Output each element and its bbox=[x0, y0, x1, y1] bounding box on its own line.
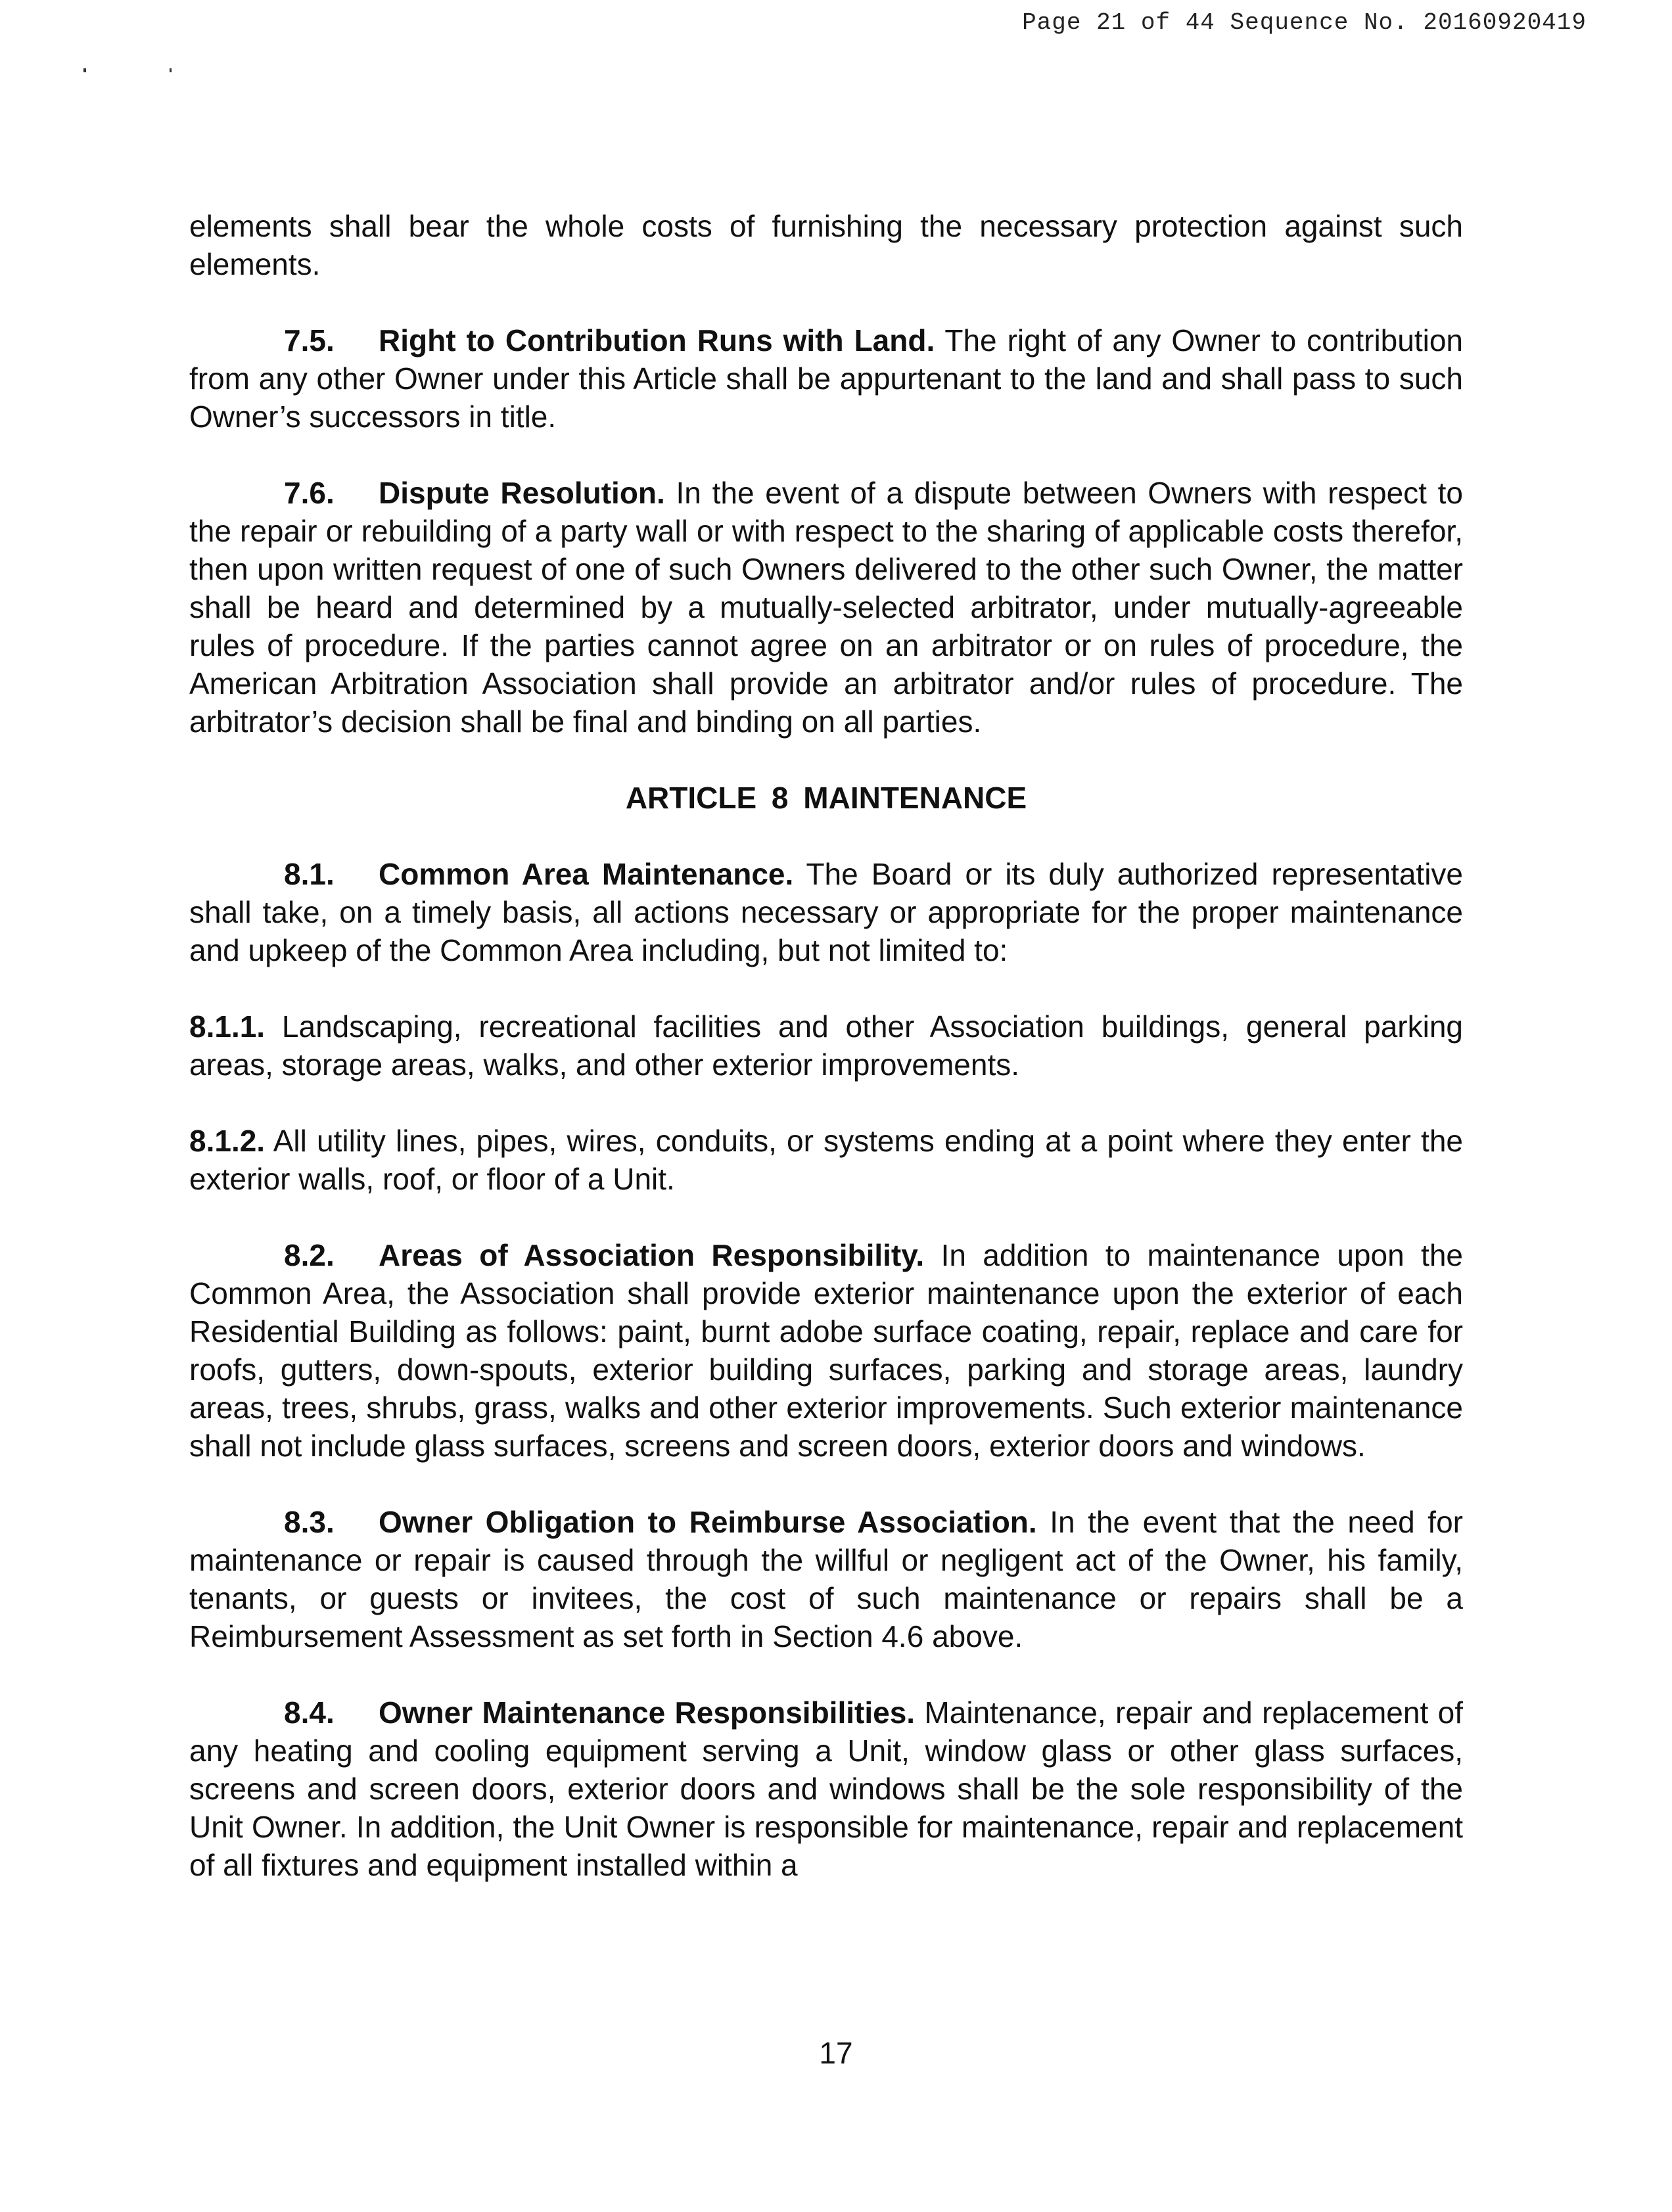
section-text: Maintenance, repair and replacement of any heating and cooling equipment serving a Unit, window glass or other glass surfaces, screens and screen doors, exterior doors and windows shall be the sole responsibility of the Unit Owner. In addition, the Unit Owner is responsible for maintenance, repair and replacement of all fixtures and equipment installed within a bbox=[189, 1695, 1463, 1882]
section-number: 8.3. bbox=[284, 1505, 335, 1539]
section-8-1-2 bbox=[189, 1122, 1463, 1198]
section-text: In the event that the need for maintenance or repair is caused through the willful or negligent act of the Owner, his family, tenants, or guests or invitees, the cost of such maintenance or repairs shall be a Reimbursement Assessment as set forth in Section 4.6 above. bbox=[189, 1505, 1463, 1653]
section-7-6 bbox=[189, 474, 1463, 741]
section-text: The Board or its duly authorized representative shall take, on a timely basis, all actions necessary or appropriate for the proper maintenance and upkeep of the Common Area including, but not limited to: bbox=[189, 857, 1464, 967]
section-number: 8.1.2. bbox=[189, 1124, 266, 1158]
scan-speck bbox=[170, 68, 172, 72]
section-title: Dispute Resolution. bbox=[379, 476, 665, 510]
section-text: All utility lines, pipes, wires, conduits, or systems ending at a point where they enter the exterior walls, roof, or floor of a Unit. bbox=[189, 1124, 1463, 1196]
section-number: 8.1. bbox=[284, 857, 335, 891]
section-number: 7.6. bbox=[284, 476, 335, 510]
section-title: Areas of Association Responsibility. bbox=[379, 1238, 925, 1272]
section-8-4 bbox=[189, 1694, 1463, 1884]
section-title: Owner Maintenance Responsibilities. bbox=[379, 1695, 916, 1730]
section-text: In addition to maintenance upon the Common Area, the Association shall provide exterior maintenance upon the exterior of each Residential Building as follows: paint, burnt adobe surface coating, repair, replace and care for roofs, gutters, down-spouts, exterior building surfaces, parking and storage areas, laundry areas, trees, shrubs, grass, walks and other exterior improvements. Such exterior maintenance shall not include glass surfaces, screens and screen doors, exterior doors and windows. bbox=[189, 1238, 1463, 1463]
section-text: The right of any Owner to contribution from any other Owner under this Article shall be appurtenant to the land and shall pass to such Owner’s successors in title. bbox=[189, 323, 1463, 434]
paragraph-continuation bbox=[189, 207, 1463, 283]
section-number: 7.5. bbox=[284, 323, 335, 357]
section-8-1-1 bbox=[189, 1007, 1463, 1084]
section-title: Right to Contribution Runs with Land. bbox=[379, 323, 935, 357]
section-7-5 bbox=[189, 321, 1463, 436]
document-body bbox=[189, 207, 1463, 1922]
section-8-3 bbox=[189, 1503, 1463, 1655]
section-number: 8.1.1. bbox=[189, 1009, 266, 1044]
section-8-1 bbox=[189, 855, 1463, 969]
section-title: Common Area Maintenance. bbox=[379, 857, 794, 891]
article-heading: ARTICLE 8 MAINTENANCE bbox=[625, 781, 1027, 815]
page-number: 17 bbox=[819, 2036, 853, 2070]
section-8-2 bbox=[189, 1236, 1463, 1465]
page-header: Page 21 of 44 Sequence No. 20160920419 bbox=[1022, 9, 1587, 36]
section-text: In the event of a dispute between Owners with respect to the repair or rebuilding of a party wall or with respect to the sharing of applicable costs therefor, then upon written request of one of such Owners delivered to the other such Owner, the matter shall be heard and determined by a mutually-selected arbitrator, under mutually-agreeable rules of procedure. If the parties cannot agree on an arbitrator or on rules of procedure, the American Arbitration Association shall provide an arbitrator and/or rules of procedure. The arbitrator’s decision shall be final and binding on all parties. bbox=[189, 476, 1463, 739]
section-title: Owner Obligation to Reimburse Association. bbox=[379, 1505, 1037, 1539]
section-number: 8.2. bbox=[284, 1238, 335, 1272]
section-number: 8.4. bbox=[284, 1695, 335, 1730]
paragraph-text: elements shall bear the whole costs of furnishing the necessary protection against such elements. bbox=[189, 209, 1463, 281]
section-text: Landscaping, recreational facilities and other Association buildings, general parking areas, storage areas, walks, and other exterior improvements. bbox=[189, 1009, 1463, 1082]
scan-speck bbox=[83, 68, 86, 72]
